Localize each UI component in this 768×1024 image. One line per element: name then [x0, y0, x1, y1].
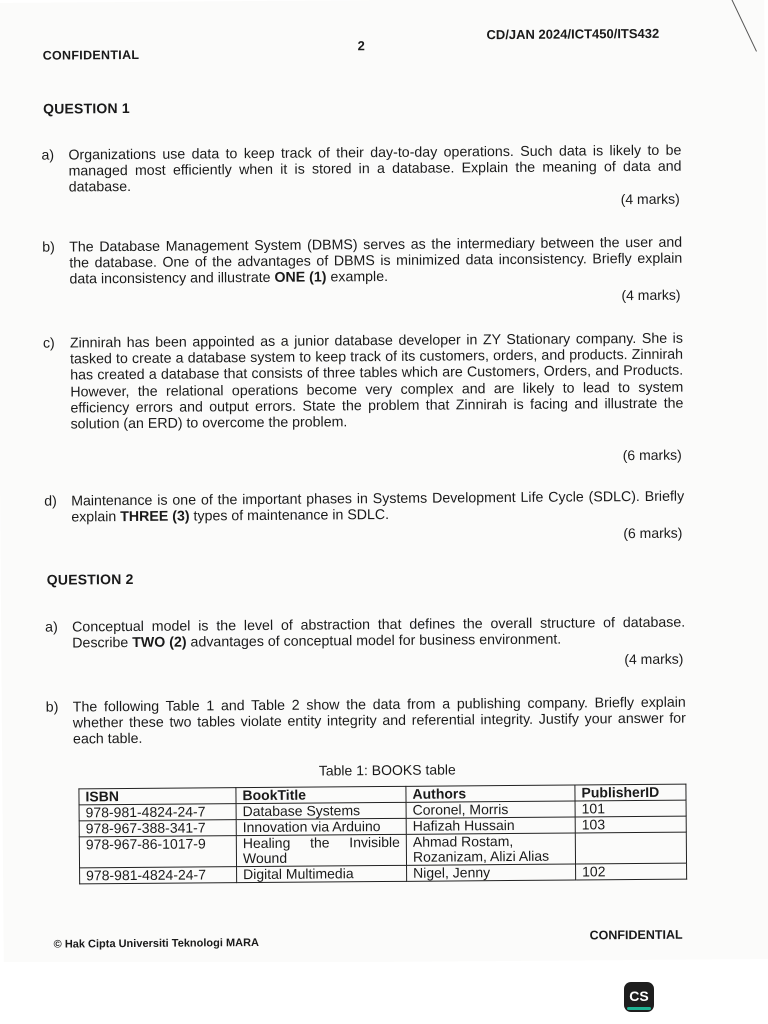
question2-a-marks: (4 marks) — [624, 650, 684, 668]
header-authors: Authors — [406, 785, 575, 802]
header-isbn: ISBN — [79, 788, 236, 805]
page-edge-mark — [730, 0, 757, 52]
header-booktitle: BookTitle — [236, 786, 406, 803]
cell-isbn: 978-967-86-1017-9 — [79, 836, 236, 868]
cell-isbn: 978-981-4824-24-7 — [80, 867, 237, 884]
text-part: example. — [326, 269, 389, 286]
footer-confidential: CONFIDENTIAL — [589, 927, 683, 943]
question1-a-marks: (4 marks) — [620, 190, 680, 208]
item-label: b) — [42, 239, 55, 256]
table-row — [80, 863, 687, 884]
cell-booktitle: Innovation via Arduino — [236, 818, 406, 835]
copyright-notice: © Hak Cipta Universiti Teknologi MARA — [53, 936, 260, 951]
cell-booktitle: Digital Multimedia — [237, 865, 407, 882]
books-table — [78, 784, 687, 885]
camscanner-logo-icon: CS — [624, 982, 654, 1012]
text-part: The Database Management System (DBMS) serves as the intermediary between the user and the database. One of the advantages of DBMS is minimized data inconsistency. Briefly explain data inconsistency and illustrate — [69, 234, 683, 288]
cell-authors: Ahmad Rostam, Rozanizam, Alizi Alias — [406, 833, 575, 865]
question1-heading: QUESTION 1 — [43, 99, 130, 117]
page-number: 2 — [357, 38, 365, 54]
question1-b-marks: (4 marks) — [621, 286, 681, 304]
question1-c — [43, 331, 684, 433]
cell-booktitle: Database Systems — [236, 802, 406, 819]
item-label: b) — [45, 699, 59, 716]
emphasis: ONE (1) — [274, 269, 327, 287]
emphasis: THREE (3) — [120, 508, 190, 526]
text-part: Conceptual model is the level of abstraction that defines the overall structure of database. Describe — [72, 614, 686, 652]
item-text — [72, 615, 685, 652]
question1-a — [41, 143, 681, 197]
cell-publisherid: 102 — [576, 863, 687, 880]
emphasis: TWO (2) — [132, 634, 187, 652]
question1-d-marks: (6 marks) — [623, 524, 683, 542]
item-label: a) — [41, 147, 55, 164]
text-part: advantages of conceptual model for business environment. — [186, 631, 562, 651]
cell-booktitle: Healing the Invisible Wound — [236, 834, 406, 866]
cell-isbn: 978-981-4824-24-7 — [79, 804, 236, 821]
header-confidential: CONFIDENTIAL — [42, 47, 140, 63]
question2-heading: QUESTION 2 — [46, 570, 134, 588]
cell-isbn: 978-967-388-341-7 — [79, 820, 236, 837]
item-text — [69, 235, 682, 288]
question1-b — [42, 235, 682, 289]
cell-publisherid: 101 — [575, 800, 686, 817]
question2-b — [46, 695, 686, 749]
question2-a — [45, 615, 685, 652]
cell-authors: Hafizah Hussain — [406, 817, 575, 834]
table1-caption: Table 1: BOOKS table — [318, 761, 456, 779]
cell-publisherid — [575, 832, 686, 864]
question1-c-marks: (6 marks) — [622, 446, 682, 464]
header-publisherid: PublisherID — [575, 784, 686, 801]
course-code: CD/JAN 2024/ICT450/ITS432 — [486, 25, 660, 43]
cell-authors: Nigel, Jenny — [407, 864, 576, 881]
text-part: Maintenance is one of the important phases in Systems Development Life Cycle (SDLC). Briefly explain — [71, 488, 685, 526]
item-text: Organizations use data to keep track of their day-to-day operations. Such data is likely to be managed most efficiently when it is stored in a database. Explain the meaning of data and database. — [68, 142, 682, 196]
item-text — [71, 489, 684, 526]
item-label: d) — [44, 493, 57, 510]
question1-d — [44, 489, 684, 526]
cell-authors: Coronel, Morris — [406, 801, 575, 818]
item-text: The following Table 1 and Table 2 show the data from a publishing company. Briefly explain whether these two tables violate entity integrity and referential integrity. Justify your answer for each table. — [72, 694, 686, 748]
item-label: c) — [42, 335, 55, 352]
cell-publisherid: 103 — [575, 816, 686, 833]
item-text: Zinnirah has been appointed as a junior database developer in ZY Stationary company. She is tasked to create a database system to keep track of its customers, orders, and products. Zinnirah has created a database that consists of three tables which are Customers, Orders, and Products. However, the relational operations become very complex and are likely to lead to system efficiency errors and output errors. State the problem that Zinnirah is facing and illustrate the solution (an ERD) to overcome the problem. — [69, 330, 684, 433]
text-part: types of maintenance in SDLC. — [189, 507, 390, 525]
item-label: a) — [45, 619, 58, 636]
